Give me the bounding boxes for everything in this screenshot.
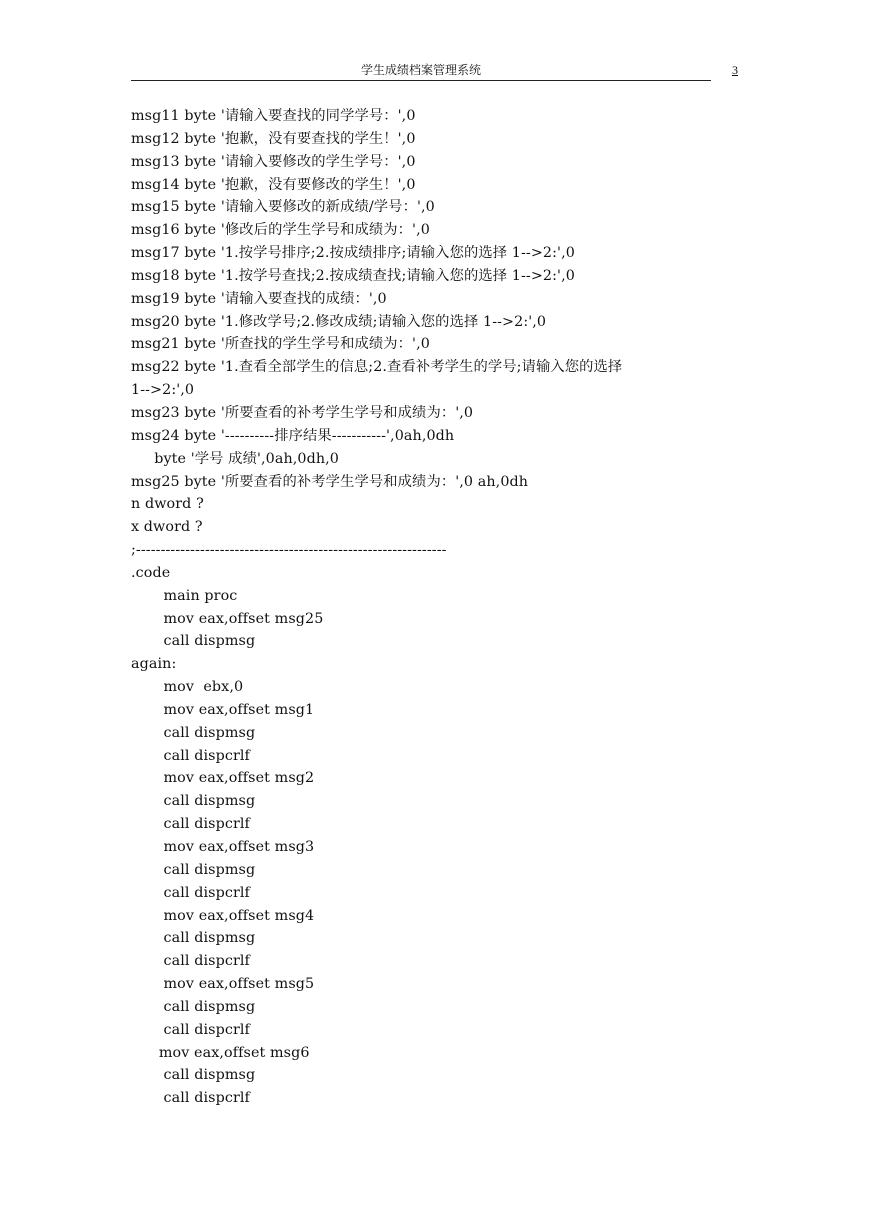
- code-line: mov eax,offset msg5: [131, 976, 315, 993]
- code-listing: [131, 105, 751, 1110]
- code-line: x dword ?: [131, 519, 203, 536]
- code-line: mov eax,offset msg6: [131, 1044, 310, 1061]
- code-line: msg23 byte '所要查看的补考学生学号和成绩为：',0: [131, 404, 474, 421]
- code-line: call dispmsg: [131, 1067, 256, 1084]
- code-line: 1-->2:',0: [131, 382, 195, 399]
- code-line: mov eax,offset msg2: [131, 770, 315, 787]
- code-line: call dispmsg: [131, 930, 256, 947]
- code-line: call dispmsg: [131, 793, 256, 810]
- code-line: mov eax,offset msg25: [131, 610, 324, 627]
- code-line: call dispmsg: [131, 861, 256, 878]
- page-number: 3: [732, 63, 738, 77]
- code-line: call dispcrlf: [131, 1090, 250, 1107]
- code-line: msg11 byte '请输入要查找的同学学号：',0: [131, 108, 416, 124]
- code-line: again:: [131, 656, 177, 673]
- code-line: call dispcrlf: [131, 953, 250, 970]
- code-line: call dispcrlf: [131, 1021, 250, 1038]
- code-line: msg22 byte '1.查看全部学生的信息;2.查看补考学生的学号;请输入您的选择: [131, 359, 623, 376]
- code-line: mov ebx,0: [131, 679, 244, 696]
- code-line: msg12 byte '抱歉，没有要查找的学生！',0: [131, 130, 416, 147]
- code-line: byte '学号 成绩',0ah,0dh,0: [131, 450, 340, 467]
- page-header: [131, 62, 738, 82]
- code-line: msg17 byte '1.按学号排序;2.按成绩排序;请输入您的选择 1-->2:',0: [131, 245, 575, 262]
- code-line: msg19 byte '请输入要查找的成绩：',0: [131, 290, 387, 307]
- code-line: msg16 byte '修改后的学生学号和成绩为：',0: [131, 222, 430, 239]
- code-line: ;---------------------------------------------------------------: [131, 542, 447, 559]
- code-line: mov eax,offset msg4: [131, 907, 315, 924]
- code-line: .code: [131, 564, 171, 581]
- code-line: msg24 byte '----------排序结果-----------',0ah,0dh: [131, 427, 455, 444]
- code-line: call dispmsg: [131, 633, 256, 650]
- header-rule: [131, 80, 711, 81]
- code-line: msg21 byte '所查找的学生学号和成绩为：',0: [131, 336, 430, 353]
- code-line: msg18 byte '1.按学号查找;2.按成绩查找;请输入您的选择 1-->2:',0: [131, 267, 575, 284]
- code-line: msg25 byte '所要查看的补考学生学号和成绩为：',0 ah,0dh: [131, 473, 529, 490]
- code-line: call dispmsg: [131, 724, 256, 741]
- code-line: call dispcrlf: [131, 747, 250, 764]
- header-title: 学生成绩档案管理系统: [360, 63, 481, 77]
- code-line: main proc: [131, 587, 238, 604]
- code-line: msg14 byte '抱歉，没有要修改的学生！',0: [131, 176, 416, 193]
- code-line: call dispcrlf: [131, 816, 250, 833]
- code-line: msg15 byte '请输入要修改的新成绩/学号：',0: [131, 199, 435, 216]
- code-line: n dword ?: [131, 496, 204, 513]
- code-line: msg20 byte '1.修改学号;2.修改成绩;请输入您的选择 1-->2:',0: [131, 313, 547, 330]
- code-line: mov eax,offset msg1: [131, 701, 315, 718]
- code-line: mov eax,offset msg3: [131, 839, 315, 855]
- code-line: call dispmsg: [131, 998, 256, 1015]
- code-line: call dispcrlf: [131, 884, 250, 901]
- code-line: msg13 byte '请输入要修改的学生学号：',0: [131, 153, 416, 170]
